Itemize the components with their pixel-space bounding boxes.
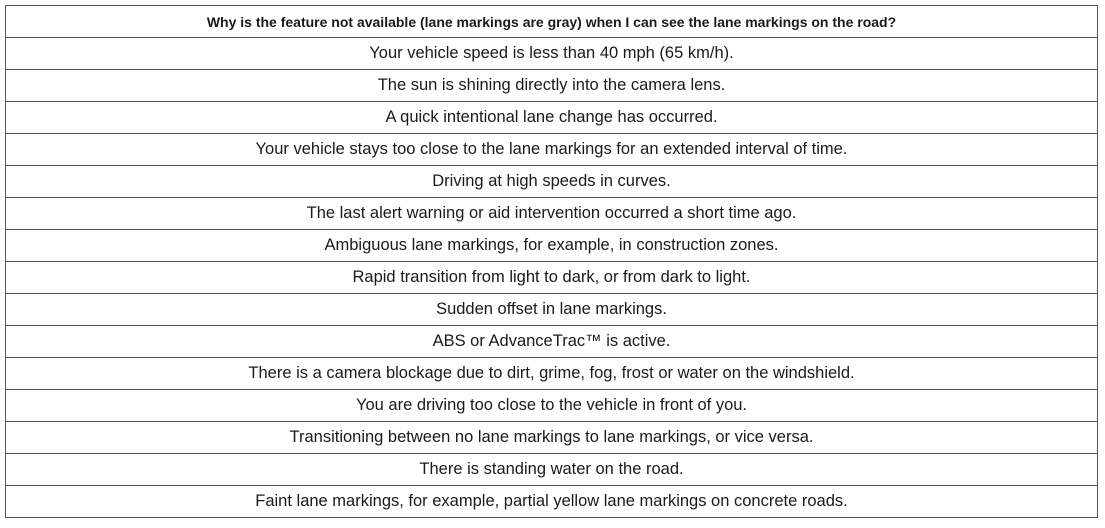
table-header: Why is the feature not available (lane markings are gray) when I can see the lane markings on the road?	[6, 6, 1098, 38]
info-table-container	[5, 5, 1098, 518]
table-cell: Driving at high speeds in curves.	[6, 166, 1098, 198]
table-row	[6, 358, 1098, 390]
table-cell: The last alert warning or aid intervention occurred a short time ago.	[6, 198, 1098, 230]
table-cell: There is a camera blockage due to dirt, grime, fog, frost or water on the windshield.	[6, 358, 1098, 390]
table-cell: ABS or AdvanceTrac™ is active.	[6, 326, 1098, 358]
table-row	[6, 326, 1098, 358]
table-row	[6, 486, 1098, 518]
table-cell: There is standing water on the road.	[6, 454, 1098, 486]
table-cell: Faint lane markings, for example, partial yellow lane markings on concrete roads.	[6, 486, 1098, 518]
table-cell: Your vehicle stays too close to the lane markings for an extended interval of time.	[6, 134, 1098, 166]
table-cell: Sudden offset in lane markings.	[6, 294, 1098, 326]
table-row	[6, 422, 1098, 454]
table-cell: Transitioning between no lane markings to lane markings, or vice versa.	[6, 422, 1098, 454]
table-row	[6, 198, 1098, 230]
table-row	[6, 262, 1098, 294]
table-row	[6, 230, 1098, 262]
table-cell: Rapid transition from light to dark, or from dark to light.	[6, 262, 1098, 294]
table-row	[6, 454, 1098, 486]
table-row	[6, 38, 1098, 70]
table-row	[6, 70, 1098, 102]
table-row	[6, 134, 1098, 166]
table-row	[6, 390, 1098, 422]
table-cell: You are driving too close to the vehicle in front of you.	[6, 390, 1098, 422]
table-cell: Your vehicle speed is less than 40 mph (65 km/h).	[6, 38, 1098, 70]
lane-marking-unavailable-table	[5, 5, 1098, 518]
table-cell: The sun is shining directly into the camera lens.	[6, 70, 1098, 102]
table-row	[6, 294, 1098, 326]
table-row	[6, 102, 1098, 134]
table-cell: Ambiguous lane markings, for example, in construction zones.	[6, 230, 1098, 262]
table-header-row	[6, 6, 1098, 38]
table-cell: A quick intentional lane change has occurred.	[6, 102, 1098, 134]
table-row	[6, 166, 1098, 198]
